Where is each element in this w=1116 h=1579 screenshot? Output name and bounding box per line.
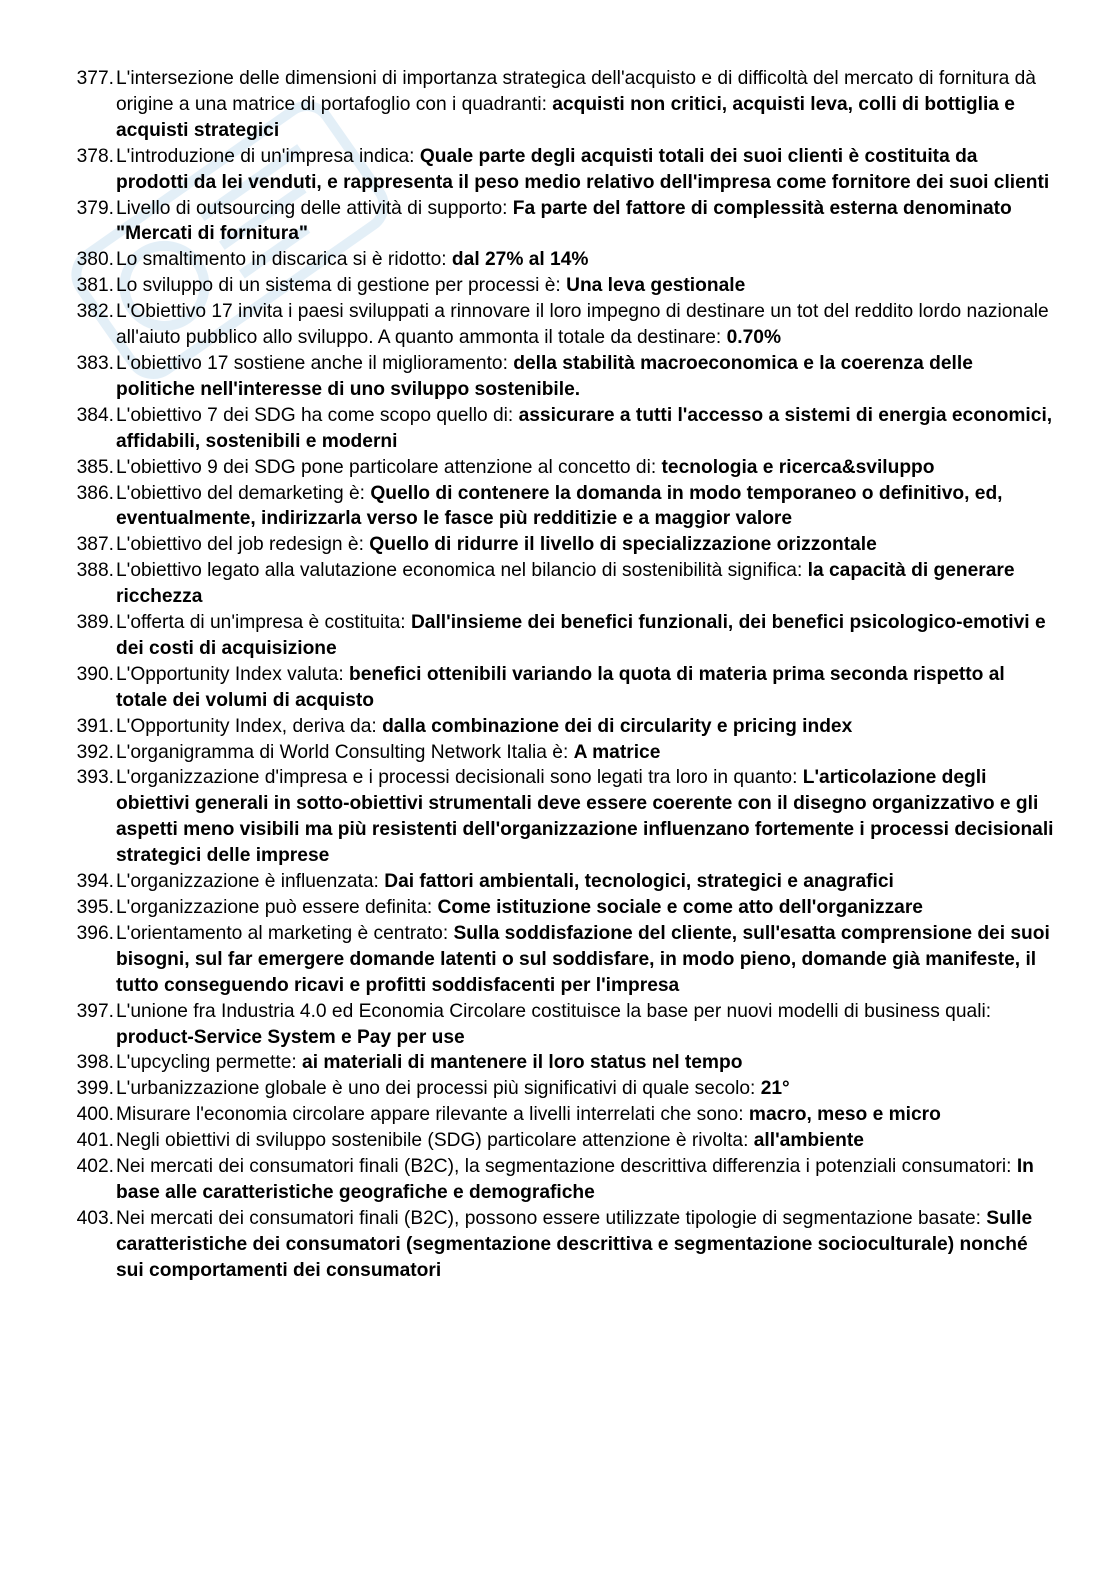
item-number: 384. <box>76 404 114 426</box>
item-question: Misurare l'economia circolare appare rilevante a livelli interrelati che sono: <box>116 1104 749 1126</box>
list-item <box>64 1076 1054 1102</box>
list-item <box>64 1128 1054 1154</box>
item-number: 386. <box>76 482 114 504</box>
item-number: 379. <box>76 197 114 219</box>
question-answer-list <box>64 66 1054 1284</box>
item-question: Lo sviluppo di un sistema di gestione per processi è: <box>116 275 567 297</box>
item-number: 383. <box>76 352 114 374</box>
item-answer: L'articolazione degli obiettivi generali in sotto-obiettivi strumentali deve essere coerente con il disegno organizzativo e gli aspetti meno visibili ma più resistenti dell'organizzazione influenzano fortemente i processi decisionali strategici delle imprese <box>116 767 1054 867</box>
item-question: L'organizzazione è influenzata: <box>116 871 385 893</box>
item-number: 394. <box>76 871 114 893</box>
item-answer: product-Service System e Pay per use <box>116 1026 465 1048</box>
item-number: 403. <box>76 1207 114 1229</box>
item-answer: Quello di contenere la domanda in modo temporaneo o definitivo, ed, eventualmente, indirizzarla verso le fasce più redditizie e a maggior valore <box>116 482 1003 530</box>
item-number: 399. <box>76 1078 114 1100</box>
item-number: 392. <box>76 741 114 763</box>
item-answer: macro, meso e micro <box>748 1104 941 1126</box>
item-number: 389. <box>76 612 114 634</box>
item-answer: Come istituzione sociale e come atto dell'organizzare <box>437 897 923 918</box>
list-item <box>64 1206 1054 1284</box>
list-item <box>64 532 1054 558</box>
list-item <box>64 662 1054 714</box>
item-question: L'obiettivo 7 dei SDG ha come scopo quello di: <box>116 404 519 426</box>
item-answer: la capacità di generare ricchezza <box>116 560 1015 608</box>
item-answer: A matrice <box>573 741 661 763</box>
item-question: L'offerta di un'impresa è costituita: <box>116 612 411 634</box>
item-answer: Una leva gestionale <box>566 275 746 297</box>
list-item <box>64 714 1054 740</box>
item-question: L'introduzione di un'impresa indica: <box>116 145 420 167</box>
item-question: L'obiettivo del job redesign è: <box>116 534 370 556</box>
item-question: Lo smaltimento in discarica si è ridotto: <box>116 249 452 271</box>
item-question: L'urbanizzazione globale è uno dei processi più significativi di quale secolo: <box>116 1078 761 1100</box>
item-number: 388. <box>76 560 114 582</box>
item-number: 380. <box>76 249 114 271</box>
item-question: L'organigramma di World Consulting Network Italia è: <box>116 741 574 763</box>
item-answer: dal 27% al 14% <box>451 249 589 271</box>
item-question: L'obiettivo del demarketing è: <box>116 482 371 504</box>
item-number: 385. <box>76 456 114 478</box>
item-number: 402. <box>76 1156 114 1178</box>
item-answer: dalla combinazione dei di circularity e pricing index <box>382 715 853 737</box>
item-answer: 21° <box>760 1078 790 1100</box>
list-item <box>64 1050 1054 1076</box>
item-number: 401. <box>76 1130 114 1152</box>
item-answer: assicurare a tutti l'accesso a sistemi di energia economici, affidabili, sostenibili e moderni <box>116 404 1053 452</box>
item-number: 400. <box>76 1104 114 1126</box>
list-item <box>64 351 1054 403</box>
item-question: L'Obiettivo 17 invita i paesi sviluppati a rinnovare il loro impegno di destinare un tot del reddito lordo nazionale all'aiuto pubblico allo sviluppo. A quanto ammonta il totale da destinare: <box>116 301 1049 349</box>
list-item <box>64 481 1054 533</box>
list-item <box>64 273 1054 299</box>
item-number: 390. <box>76 663 114 685</box>
item-question: L'Opportunity Index valuta: <box>116 663 349 685</box>
list-item <box>64 1102 1054 1128</box>
item-number: 391. <box>76 715 114 737</box>
item-number: 378. <box>76 145 114 167</box>
item-answer: Sulle caratteristiche dei consumatori (segmentazione descrittiva e segmentazione socioculturale) nonché sui comportamenti dei consumatori <box>116 1207 1033 1281</box>
list-item <box>64 196 1054 248</box>
item-answer: benefici ottenibili variando la quota di materia prima seconda rispetto al totale dei volumi di acquisto <box>116 663 1005 711</box>
list-item <box>64 1154 1054 1206</box>
item-answer: Dall'insieme dei benefici funzionali, dei benefici psicologico-emotivi e dei costi di acquisizione <box>116 612 1046 659</box>
item-answer: ai materiali di mantenere il loro status nel tempo <box>302 1052 743 1074</box>
item-answer: Sulla soddisfazione del cliente, sull'esatta comprensione dei suoi bisogni, sul far emergere domande latenti o sul soddisfare, in modo pieno, domande già manifeste, il tutto conseguendo ricavi e profitti soddisfacenti per l'impresa <box>116 922 1050 996</box>
item-number: 377. <box>76 68 114 89</box>
item-number: 395. <box>76 897 114 918</box>
list-item <box>64 610 1054 662</box>
item-answer: Quale parte degli acquisti totali dei suoi clienti è costituita da prodotti da lei venduti, e rappresenta il peso medio relativo dell'impresa come fornitore dei suoi clienti <box>116 145 1050 193</box>
item-question: Livello di outsourcing delle attività di supporto: <box>116 197 513 219</box>
item-answer: Dai fattori ambientali, tecnologici, strategici e anagrafici <box>384 871 894 893</box>
item-number: 381. <box>76 275 114 297</box>
item-question: L'orientamento al marketing è centrato: <box>116 922 454 944</box>
item-answer: acquisti non critici, acquisti leva, colli di bottiglia e acquisti strategici <box>116 93 1015 141</box>
item-number: 396. <box>76 922 114 944</box>
item-question: L'organizzazione d'impresa e i processi decisionali sono legati tra loro in quanto: <box>116 767 803 789</box>
item-number: 398. <box>76 1052 114 1074</box>
list-item <box>64 895 1054 921</box>
item-number: 387. <box>76 534 114 556</box>
item-answer: Fa parte del fattore di complessità esterna denominato "Mercati di fornitura" <box>116 197 1012 245</box>
list-item <box>64 921 1054 999</box>
list-item <box>64 765 1054 869</box>
list-item <box>64 455 1054 481</box>
item-answer: della stabilità macroeconomica e la coerenza delle politiche nell'interesse di uno sviluppo sostenibile. <box>116 352 973 400</box>
item-question: L'unione fra Industria 4.0 ed Economia Circolare costituisce la base per nuovi modelli di business quali: <box>116 1000 992 1022</box>
item-answer: 0.70% <box>726 327 782 349</box>
item-number: 382. <box>76 301 114 323</box>
item-number: 393. <box>76 767 114 789</box>
item-answer: In base alle caratteristiche geografiche e demografiche <box>116 1156 1034 1203</box>
item-question: L'obiettivo legato alla valutazione economica nel bilancio di sostenibilità significa: <box>116 560 808 582</box>
item-question: L'organizzazione può essere definita: <box>116 897 438 918</box>
item-answer: Quello di ridurre il livello di specializzazione orizzontale <box>369 534 877 556</box>
item-question: L'intersezione delle dimensioni di importanza strategica dell'acquisto e di difficoltà del mercato di fornitura dà origine a una matrice di portafoglio con i quadranti: <box>116 68 1036 115</box>
item-question: Nei mercati dei consumatori finali (B2C), possono essere utilizzate tipologie di segmentazione basate: <box>116 1207 987 1229</box>
item-question: L'Opportunity Index, deriva da: <box>116 715 383 737</box>
item-answer: all'ambiente <box>753 1130 864 1152</box>
item-question: Negli obiettivi di sviluppo sostenibile (SDG) particolare attenzione è rivolta: <box>116 1130 754 1152</box>
list-item <box>64 403 1054 455</box>
item-number: 397. <box>76 1000 114 1022</box>
list-item <box>64 999 1054 1051</box>
list-item <box>64 558 1054 610</box>
item-question: Nei mercati dei consumatori finali (B2C), la segmentazione descrittiva differenzia i potenziali consumatori: <box>116 1156 1017 1178</box>
item-answer: tecnologia e ricerca&sviluppo <box>661 456 935 478</box>
list-item <box>64 144 1054 196</box>
list-item <box>64 740 1054 766</box>
item-question: L'upcycling permette: <box>116 1052 303 1074</box>
list-item <box>64 869 1054 895</box>
item-question: L'obiettivo 9 dei SDG pone particolare attenzione al concetto di: <box>116 456 662 478</box>
list-item <box>64 299 1054 351</box>
item-question: L'obiettivo 17 sostiene anche il miglioramento: <box>116 352 514 374</box>
list-item <box>64 247 1054 273</box>
list-item <box>64 66 1054 144</box>
